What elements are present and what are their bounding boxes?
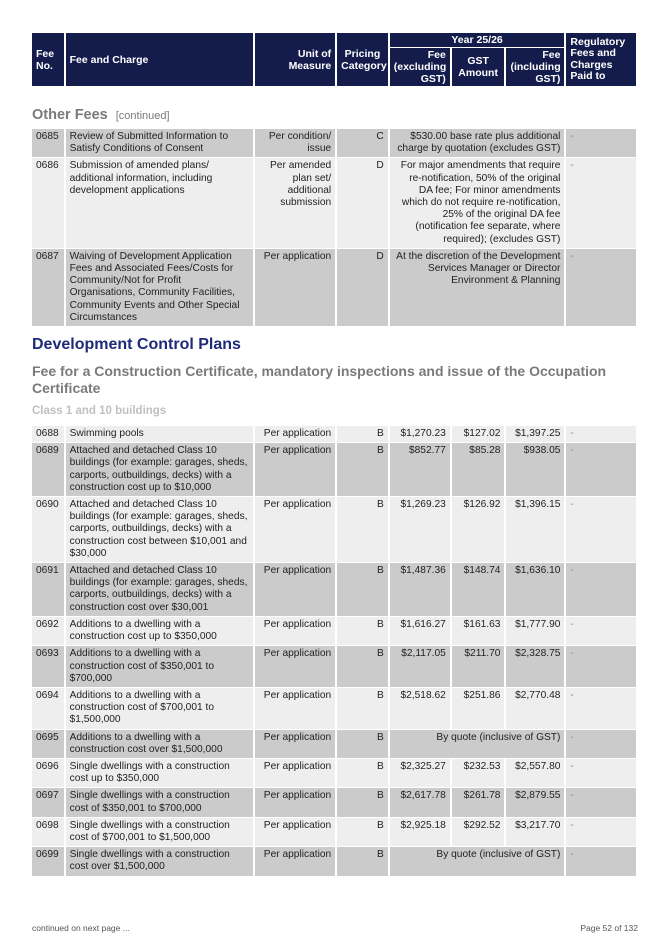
pricing-category: B [337, 730, 388, 758]
pricing-category: B [337, 426, 388, 442]
unit-of-measure-header: Unit of Measure [255, 33, 335, 86]
table-row [32, 158, 636, 247]
fee-description: Additions to a dwelling with a construction cost of $700,001 to $1,500,000 [66, 688, 254, 729]
unit-of-measure: Per application [255, 617, 335, 645]
fee-description: Single dwellings with a construction cost of $350,001 to $700,000 [66, 788, 254, 816]
fee-incl-gst-header: Fee [542, 49, 561, 61]
table-row [32, 129, 636, 157]
regulatory-paid-to: - [566, 443, 636, 496]
fee-excl-gst: $2,325.27 [390, 759, 450, 787]
table-row [32, 426, 636, 442]
fee-number: 0691 [32, 563, 64, 616]
continued-footer: continued on next page ... [32, 923, 130, 933]
unit-of-measure: Per application [255, 497, 335, 562]
regulatory-paid-to: - [566, 129, 636, 157]
fee-text: $530.00 base rate plus additional charge by quotation (excludes GST) [390, 129, 565, 157]
unit-of-measure: Per condition/ issue [255, 129, 335, 157]
pricing-category: B [337, 788, 388, 816]
fee-no-header: Fee No. [32, 33, 64, 86]
fee-text: For major amendments that require re-notification, 50% of the original DA fee; For minor amendments which do not require re-notification, 25% of the original DA fee (notification fee separate, where required); (excludes GST) [390, 158, 565, 247]
pricing-category: B [337, 563, 388, 616]
year-header: Year 25/26 [390, 33, 565, 47]
table-row [32, 847, 636, 875]
fee-excl-gst: $1,269.23 [390, 497, 450, 562]
unit-of-measure: Per application [255, 688, 335, 729]
other-fees-title: Other Fees [32, 107, 108, 123]
gst-amount: $292.52 [452, 818, 505, 846]
fee-description: Additions to a dwelling with a construction cost of $350,001 to $700,000 [66, 646, 254, 687]
fee-number: 0690 [32, 497, 64, 562]
dcp-heading: Development Control Plans [32, 336, 241, 354]
other-fees-table [30, 128, 638, 327]
fee-schedule-page [32, 32, 638, 877]
pricing-category-header: Pricing Category [337, 33, 388, 86]
unit-of-measure: Per application [255, 788, 335, 816]
unit-of-measure: Per application [255, 646, 335, 687]
fee-number: 0697 [32, 788, 64, 816]
fee-number: 0693 [32, 646, 64, 687]
fee-number: 0688 [32, 426, 64, 442]
pricing-category: B [337, 646, 388, 687]
fee-incl-gst: $2,557.80 [506, 759, 564, 787]
gst-amount: $261.78 [452, 788, 505, 816]
table-row [32, 759, 636, 787]
gst-amount: $232.53 [452, 759, 505, 787]
gst-header: GST [467, 55, 489, 67]
fee-incl-gst-subheader: (including GST) [510, 61, 561, 85]
fee-description: Waiving of Development Application Fees and Associated Fees/Costs for Community/Not for Profit Organisations, Community Facilities, Community Events and Other Special Circumstances [66, 249, 254, 326]
pricing-category: B [337, 688, 388, 729]
regulatory-paid-to: - [566, 426, 636, 442]
page-number: Page 52 of 132 [580, 923, 638, 933]
fee-incl-gst: $1,397.25 [506, 426, 564, 442]
fee-description: Submission of amended plans/ additional information, including development applications [66, 158, 254, 247]
table-row [32, 249, 636, 326]
fee-description: Attached and detached Class 10 buildings (for example: garages, sheds, carports, outbuildings, decks) with a construction cost between $10,001 and $30,000 [66, 497, 254, 562]
fee-number: 0692 [32, 617, 64, 645]
regulatory-paid-to: - [566, 249, 636, 326]
fee-excl-gst-header: Fee [427, 49, 446, 61]
regulatory-paid-to: - [566, 646, 636, 687]
fee-excl-gst: $2,117.05 [390, 646, 450, 687]
pricing-category: B [337, 497, 388, 562]
fee-description: Single dwellings with a construction cost of $700,001 to $1,500,000 [66, 818, 254, 846]
fee-text: At the discretion of the Development Services Manager or Director Environment & Planning [390, 249, 565, 326]
table-row [32, 818, 636, 846]
fee-incl-gst: $1,396.15 [506, 497, 564, 562]
unit-of-measure: Per application [255, 443, 335, 496]
gst-amount: $148.74 [452, 563, 505, 616]
regulatory-paid-to: - [566, 730, 636, 758]
fee-number: 0698 [32, 818, 64, 846]
gst-amount: $211.70 [452, 646, 505, 687]
fee-incl-gst: $2,879.55 [506, 788, 564, 816]
fee-number: 0689 [32, 443, 64, 496]
fee-description: Swimming pools [66, 426, 254, 442]
fee-text: By quote (inclusive of GST) [390, 847, 565, 875]
regulatory-paid-to: - [566, 818, 636, 846]
fee-excl-gst: $2,518.62 [390, 688, 450, 729]
pricing-category: B [337, 443, 388, 496]
fee-excl-gst: $1,616.27 [390, 617, 450, 645]
gst-amount: $85.28 [452, 443, 505, 496]
table-row [32, 730, 636, 758]
unit-of-measure: Per application [255, 563, 335, 616]
fee-description: Single dwellings with a construction cost over $1,500,000 [66, 847, 254, 875]
pricing-category: C [337, 129, 388, 157]
fee-incl-gst: $2,328.75 [506, 646, 564, 687]
fee-excl-gst: $2,925.18 [390, 818, 450, 846]
table-row [32, 497, 636, 562]
gst-amount: $251.86 [452, 688, 505, 729]
pricing-category: B [337, 759, 388, 787]
unit-of-measure: Per application [255, 426, 335, 442]
fee-number: 0686 [32, 158, 64, 247]
regulatory-paid-to: - [566, 847, 636, 875]
regulatory-paid-to: - [566, 497, 636, 562]
regulatory-paid-to: - [566, 563, 636, 616]
table-row [32, 646, 636, 687]
gst-amount: $126.92 [452, 497, 505, 562]
fee-incl-gst: $1,777.90 [506, 617, 564, 645]
fee-incl-gst: $938.05 [506, 443, 564, 496]
fee-description: Review of Submitted Information to Satisfy Conditions of Consent [66, 129, 254, 157]
gst-amount: $127.02 [452, 426, 505, 442]
fee-description: Additions to a dwelling with a construction cost over $1,500,000 [66, 730, 254, 758]
unit-of-measure: Per application [255, 759, 335, 787]
pricing-category: B [337, 818, 388, 846]
fee-number: 0694 [32, 688, 64, 729]
fee-description: Additions to a dwelling with a construction cost up to $350,000 [66, 617, 254, 645]
fee-incl-gst: $2,770.48 [506, 688, 564, 729]
fee-incl-gst: $3,217.70 [506, 818, 564, 846]
table-row [32, 443, 636, 496]
regulatory-paid-to: - [566, 759, 636, 787]
fee-excl-gst: $852.77 [390, 443, 450, 496]
gst-amount: $161.63 [452, 617, 505, 645]
fee-excl-gst-subheader: (excluding GST) [393, 61, 447, 85]
fee-number: 0696 [32, 759, 64, 787]
fee-number: 0699 [32, 847, 64, 875]
regulatory-paid-to: - [566, 688, 636, 729]
table-row [32, 617, 636, 645]
fee-description: Single dwellings with a construction cost up to $350,000 [66, 759, 254, 787]
pricing-category: D [337, 158, 388, 247]
unit-of-measure: Per application [255, 249, 335, 326]
pricing-category: B [337, 617, 388, 645]
regulatory-paid-to: - [566, 158, 636, 247]
fee-description: Attached and detached Class 10 buildings (for example: garages, sheds, carports, outbuildings, decks) with a construction cost up to $10,000 [66, 443, 254, 496]
table-row [32, 788, 636, 816]
other-fees-heading [32, 107, 638, 123]
fee-number: 0695 [32, 730, 64, 758]
regulatory-paid-to: - [566, 617, 636, 645]
fee-description: Attached and detached Class 10 buildings (for example: garages, sheds, carports, outbuildings, decks) with a construction cost over $30,001 [66, 563, 254, 616]
fee-and-charge-header: Fee and Charge [66, 33, 254, 86]
table-row [32, 563, 636, 616]
fee-text: By quote (inclusive of GST) [390, 730, 565, 758]
pricing-category: D [337, 249, 388, 326]
fee-incl-gst: $1,636.10 [506, 563, 564, 616]
gst-subheader: Amount [458, 67, 498, 79]
regulatory-header: Regulatory Fees and Charges Paid to [566, 33, 636, 86]
pricing-category: B [337, 847, 388, 875]
fee-number: 0687 [32, 249, 64, 326]
regulatory-paid-to: - [566, 788, 636, 816]
continued-label: [continued] [115, 110, 170, 122]
fee-number: 0685 [32, 129, 64, 157]
unit-of-measure: Per application [255, 730, 335, 758]
unit-of-measure: Per application [255, 818, 335, 846]
class-heading: Class 1 and 10 buildings [32, 405, 167, 418]
fee-excl-gst: $1,487.36 [390, 563, 450, 616]
fee-excl-gst: $2,617.78 [390, 788, 450, 816]
table-row [32, 688, 636, 729]
fee-table-header [30, 32, 638, 87]
unit-of-measure: Per application [255, 847, 335, 875]
fee-excl-gst: $1,270.23 [390, 426, 450, 442]
construction-certificate-heading: Fee for a Construction Certificate, mandatory inspections and issue of the Occupation Certificate [32, 363, 607, 397]
unit-of-measure: Per amended plan set/ additional submission [255, 158, 335, 247]
dcp-fee-table [30, 425, 638, 877]
